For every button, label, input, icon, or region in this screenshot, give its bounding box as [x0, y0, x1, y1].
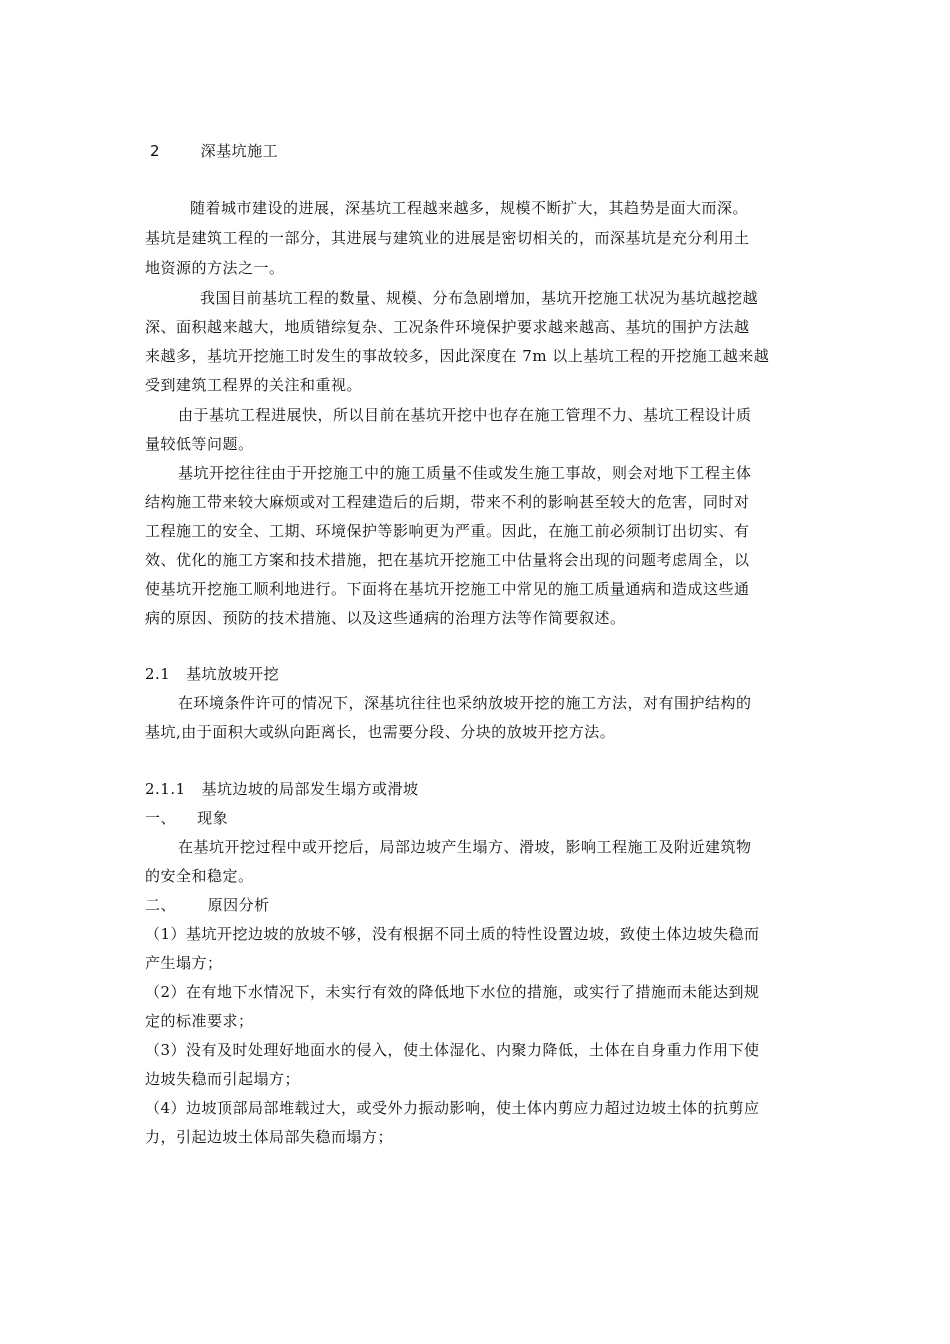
- paragraph-line: 由于基坑工程进展快，所以目前在基坑开挖中也存在施工管理不力、基坑工程设计质: [178, 406, 752, 424]
- list-item-line: 边坡失稳而引起塌方；: [145, 1070, 301, 1088]
- paragraph-line: 病的原因、预防的技术措施、以及这些通病的治理方法等作简要叙述。: [145, 609, 626, 627]
- section-number: 2: [150, 142, 161, 160]
- section-heading: [150, 141, 278, 161]
- paragraph-line: 基坑,由于面积大或纵向距离长，也需要分段、分块的放坡开挖方法。: [145, 723, 616, 741]
- list-heading: 一、 现象: [145, 809, 229, 827]
- paragraph-line: 的安全和稳定。: [145, 867, 254, 885]
- list-item-line: 力，引起边坡土体局部失稳而塌方；: [145, 1128, 394, 1146]
- list-heading: 二、 原因分析: [145, 896, 270, 914]
- list-item-line: 产生塌方；: [145, 954, 223, 972]
- subsection-heading: 2.1 基坑放坡开挖: [145, 665, 280, 683]
- paragraph-line: 基坑开挖往往由于开挖施工中的施工质量不佳或发生施工事故，则会对地下工程主体: [178, 464, 752, 482]
- paragraph-line: 受到建筑工程界的关注和重视。: [145, 376, 363, 394]
- paragraph-line: 工程施工的安全、工期、环境保护等影响更为严重。因此，在施工前必须制订出切实、有: [145, 522, 750, 540]
- paragraph-line: 来越多，基坑开挖施工时发生的事故较多，因此深度在 7m 以上基坑工程的开挖施工越来越: [145, 347, 770, 365]
- paragraph-line: 基坑是建筑工程的一部分，其进展与建筑业的进展是密切相关的，而深基坑是充分利用土: [145, 229, 750, 247]
- paragraph-line: 在基坑开挖过程中或开挖后，局部边坡产生塌方、滑坡，影响工程施工及附近建筑物: [178, 838, 752, 856]
- paragraph-line: 地资源的方法之一。: [145, 259, 285, 277]
- section-title: 深基坑施工: [200, 142, 279, 160]
- subsubsection-heading: 2.1.1 基坑边坡的局部发生塌方或滑坡: [145, 780, 419, 798]
- paragraph-line: 在环境条件许可的情况下，深基坑往往也采纳放坡开挖的施工方法，对有围护结构的: [178, 694, 752, 712]
- list-item-line: （2）在有地下水情况下，未实行有效的降低地下水位的措施，或实行了措施而未能达到规: [145, 983, 760, 1001]
- list-item-line: （4）边坡顶部局部堆载过大，或受外力振动影响，使土体内剪应力超过边坡土体的抗剪应: [145, 1099, 760, 1117]
- list-item-line: （1）基坑开挖边坡的放坡不够，没有根据不同土质的特性设置边坡，致使土体边坡失稳而: [145, 925, 760, 943]
- paragraph-line: 使基坑开挖施工顺利地进行。下面将在基坑开挖施工中常见的施工质量通病和造成这些通: [145, 580, 750, 598]
- list-item-line: （3）没有及时处理好地面水的侵入，使土体湿化、内聚力降低，土体在自身重力作用下使: [145, 1041, 760, 1059]
- list-item-line: 定的标准要求；: [145, 1012, 254, 1030]
- paragraph-line: 量较低等问题。: [145, 435, 254, 453]
- paragraph-line: 结构施工带来较大麻烦或对工程建造后的后期，带来不利的影响甚至较大的危害，同时对: [145, 493, 750, 511]
- paragraph-line: 随着城市建设的进展，深基坑工程越来越多，规模不断扩大，其趋势是面大而深。: [190, 199, 749, 217]
- paragraph-line: 效、优化的施工方案和技术措施，把在基坑开挖施工中估量将会出现的问题考虑周全，以: [145, 551, 750, 569]
- paragraph-line: 深、面积越来越大，地质错综复杂、工况条件环境保护要求越来越高、基坑的围护方法越: [145, 318, 750, 336]
- paragraph-line: 我国目前基坑工程的数量、规模、分布急剧增加，基坑开挖施工状况为基坑越挖越: [200, 289, 759, 307]
